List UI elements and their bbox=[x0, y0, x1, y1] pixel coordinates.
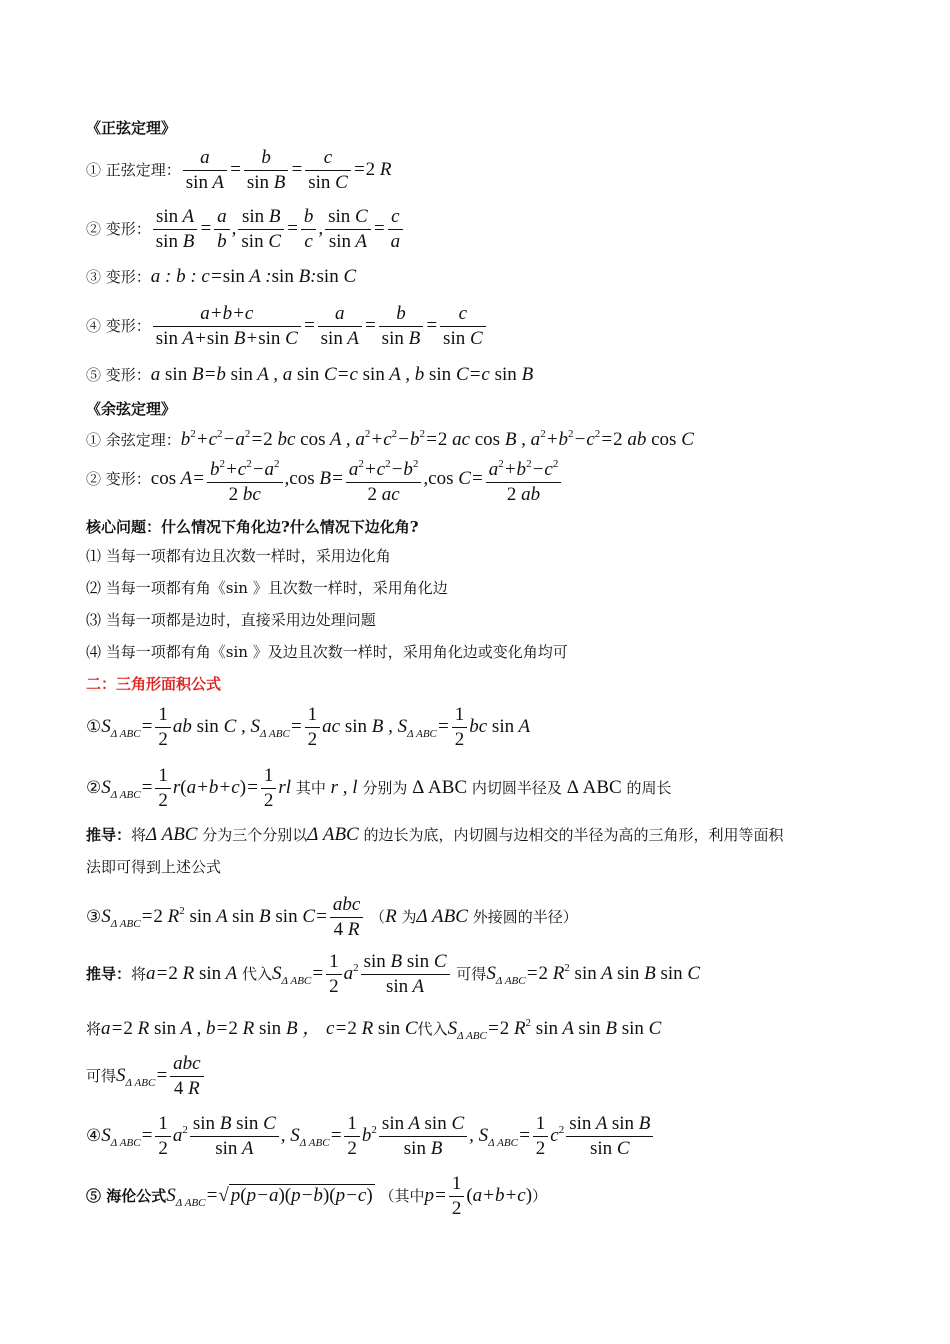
area-formula-2: $②S_{\Delta ABC}=$ $\frac{1}{2}$ r(a+b+c)= $\frac{1}{2}$ rl 其中 r , l 分别为 Δ ABC 内切圆半径及 Δ ABC 的周长 bbox=[86, 765, 672, 811]
rule-1: ⑴ 当每一项都有边且次数一样时，采用边化角 bbox=[86, 547, 391, 565]
text: 代入 bbox=[417, 1020, 448, 1038]
text: 分为三个分别以 bbox=[202, 826, 308, 844]
heron-label: ⑤ 海伦公式 bbox=[86, 1186, 167, 1205]
rule-3: ⑶ 当每一项都是边时，直接采用边处理问题 bbox=[86, 611, 376, 629]
cosine-law-label: ① 余弦定理： bbox=[86, 431, 181, 449]
cosine-law-title: 《余弦定理》 bbox=[86, 400, 177, 418]
derivation-2: 推导：将a=2 R sin A 代入$S_{\Delta ABC}=$ $\frac{1}{2}$ $a^2$ $\frac{\text{sin B sin C}}{\text{sin A}}$ 可得$S_{\Delta ABC}=2$ $R^2$ sin A sin B sin C bbox=[86, 951, 701, 997]
derivation-label: 推导： bbox=[86, 826, 132, 844]
sine-variant-5: ⑤ 变形：a sin B=b sin A , a sin C=c sin A , b sin C=c sin B bbox=[86, 364, 534, 385]
cosine-variant: ② 变形：cos A= $\frac{b^2+c^2-a^2}{2 bc}$ ,cos B= $\frac{a^2+c^2-b^2}{2 ac}$ ,cos C= $\frac{a^2+b^2-c^2}{2 ab}$ bbox=[86, 452, 563, 507]
sine-law-formula: ① 正弦定理： $\frac{a}{\text{sin A}}$ = $\frac{b}{\text{sin B}}$ = $\frac{c}{\text{sin C}}$ =2 R bbox=[86, 147, 392, 193]
text: 为 bbox=[401, 907, 417, 926]
area-formula-4: $④S_{\Delta ABC}=$ $\frac{1}{2}$ $a^2$ $\frac{\text{sin B sin C}}{\text{sin A}}$ , $S_{\Delta ABC}=$ $\frac{1}{2}$ $b^2$ $\frac{\text{sin A sin C}}{\text{sin B}}$ , $S_{\Delta ABC}=$ $\frac{1}{2}$ $c^2$ $\frac{\text{sin A sin B}}{\text{sin C}}$ bbox=[86, 1112, 655, 1161]
derivation-1-cont: 法即可得到上述公式 bbox=[86, 858, 222, 876]
text: 外接圆的半径） bbox=[472, 907, 578, 926]
core-question: 核心问题：什么情况下角化边?什么情况下边化角? bbox=[86, 518, 419, 536]
variant-label: ② 变形： bbox=[86, 219, 151, 238]
rule-2: ⑵ 当每一项都有角《sin 》且次数一样时，采用角化边 bbox=[86, 579, 448, 597]
text: 可得 bbox=[86, 1066, 117, 1085]
variant-label: ③ 变形： bbox=[86, 268, 151, 286]
text: 将 bbox=[131, 964, 147, 983]
derivation-1: 推导：将Δ ABC 分为三个分别以Δ ABC 的边长为底，内切圆与边相交的半径为高的三角形，利用等面积 bbox=[86, 824, 784, 845]
area-formula-3: $③S_{\Delta ABC}=2$ $R^2$ sin A sin B sin C= abc 4 R （R 为Δ ABC 外接圆的半径） bbox=[86, 894, 578, 940]
variant-label: ⑤ 变形： bbox=[86, 366, 151, 384]
variant-label: ④ 变形： bbox=[86, 316, 151, 335]
derivation-label: 推导： bbox=[86, 964, 132, 983]
text: 内切圆半径及 bbox=[471, 778, 562, 797]
area-formula-title: 二：三角形面积公式 bbox=[86, 675, 222, 693]
text: 的边长为底，内切圆与边相交的半径为高的三角形，利用等面积 bbox=[363, 826, 784, 844]
text: ） bbox=[532, 1186, 548, 1205]
text: （ bbox=[370, 907, 386, 926]
area-formula-1: $①S_{\Delta ABC}=$ $\frac{1}{2}$ ab sin C , $S_{\Delta ABC}=$ $\frac{1}{2}$ ac sin B , $S_{\Delta ABC}=$ $\frac{1}{2}$ bc sin A bbox=[86, 704, 531, 750]
derivation-4: 可得$S_{\Delta ABC}=$ abc 4 R bbox=[86, 1052, 206, 1101]
cosine-law-formula: ① 余弦定理：$b^2+c^2-a^2=2$ bc cos A , $a^2+c^2-b^2=2$ ac cos B , $a^2+b^2-c^2=2$ ab cos C bbox=[86, 428, 694, 450]
text: 将 bbox=[131, 826, 147, 844]
sine-law-label: ① 正弦定理： bbox=[86, 160, 181, 179]
text: 代入 bbox=[241, 964, 272, 983]
sine-variant-3: ③ 变形：a : b : c=sin A :sin B:sin C bbox=[86, 266, 357, 287]
text: 分别为 bbox=[362, 778, 408, 797]
text: 的周长 bbox=[626, 778, 672, 797]
rule-4: ⑷ 当每一项都有角《sin 》及边且次数一样时，采用角化边或变化角均可 bbox=[86, 643, 568, 661]
derivation-3: 将a=2 R sin A , b=2 R sin B ， c=2 R sin C代入$S_{\Delta ABC}=2$ $R^2$ sin A sin B sin C bbox=[86, 1017, 662, 1042]
text: 可得 bbox=[456, 964, 487, 983]
sine-variant-2: ② 变形： $\frac{\text{sin A}}{\text{sin B}}$ = $\frac{a}{b}$ , $\frac{\text{sin B}}{\text{sin C}}$ = $\frac{b}{c}$ , $\frac{\text{sin C}}{\text{sin A}}$ = $\frac{c}{a}$ bbox=[86, 205, 405, 254]
text: 其中 bbox=[295, 778, 326, 797]
sine-law-title: 《正弦定理》 bbox=[86, 119, 177, 137]
text: （其中 bbox=[379, 1186, 425, 1205]
variant-label: ② 变形： bbox=[86, 469, 151, 488]
sine-variant-4: ④ 变形： $\frac{a+b+c}{\text{sin A+sin B+sin C}}$ = $\frac{a}{\text{sin A}}$ = $\frac{b}{\text{sin B}}$ = $\frac{c}{\text{sin C}}$ bbox=[86, 302, 488, 351]
text: 将 bbox=[86, 1020, 102, 1038]
heron-formula: ⑤ 海伦公式$S_{\Delta ABC}=√$ p(p−a)(p−b)(p−c) （其中p= $\frac{1}{2}$ (a+b+c)） bbox=[86, 1173, 548, 1219]
